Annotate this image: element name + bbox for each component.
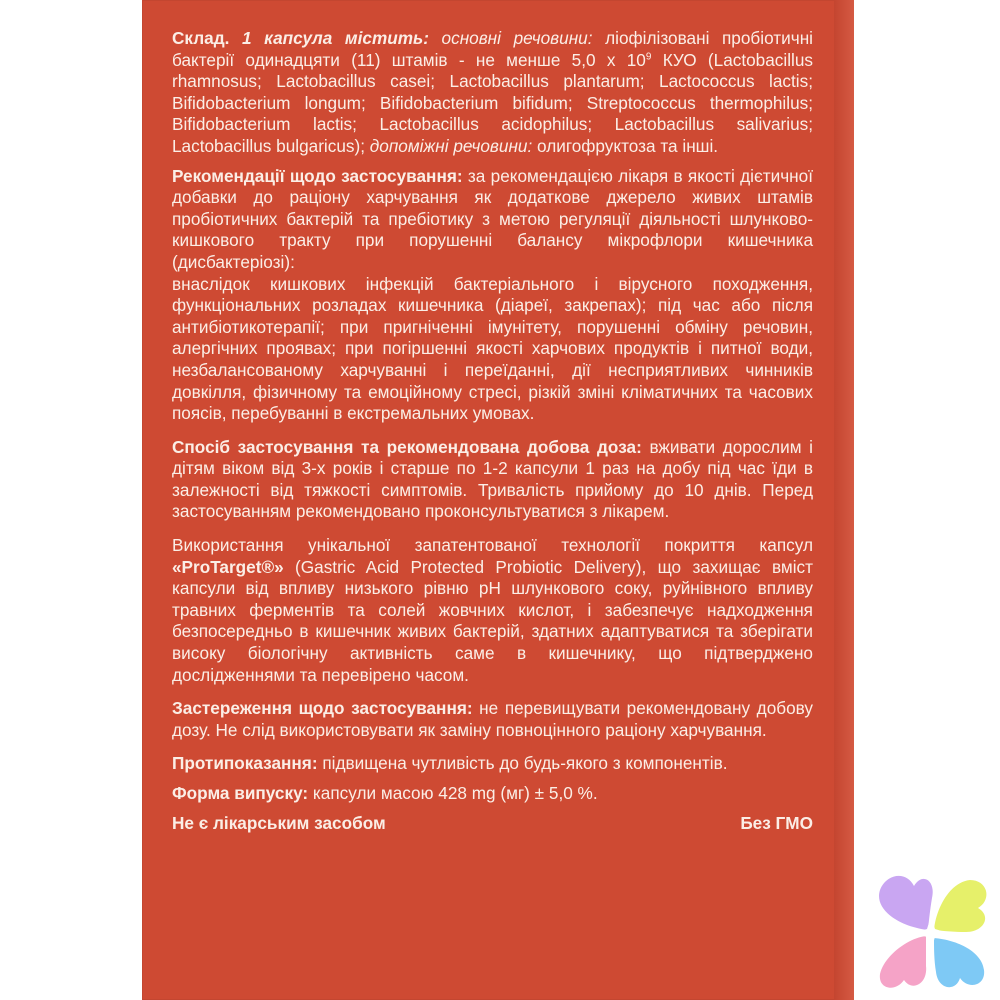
warnings-paragraph (172, 698, 813, 741)
composition-paragraph (172, 28, 813, 158)
contraindications-paragraph (172, 753, 813, 775)
contraindications-label: Протипоказання: (172, 753, 318, 774)
dosage-label: Спосіб застосування та рекомендована добова доза: (172, 436, 642, 457)
composition-label: Склад. (172, 28, 230, 48)
technology-text-a: Використання унікальної запатентованої технології покриття капсул (172, 535, 813, 556)
recommendations-label: Рекомендації щодо застосування: (172, 165, 463, 186)
label-text (172, 28, 813, 834)
logo-petal-pink (880, 936, 926, 988)
gmo-free-note: Без ГМО (740, 812, 813, 833)
form-label: Форма випуску: (172, 783, 309, 803)
exponent: 9 (645, 50, 652, 62)
logo-petal-blue (934, 938, 984, 987)
composition-text-a: ліофілізовані пробіотичні бактерії одинадцяти (11) штамів - не менше 5,0 х 10 (172, 28, 814, 70)
composition-text-b: КУО (Lactobacillus rhamnosus; Lactobacillus casei; Lactobacillus plantarum; Lactococcus lactis; Bifidobacterium longum; Bifidobacterium bifidum; Streptococcus thermophilus; Bifidobacterium lactis; Lactobacillus acidophilus; Lactobacillus salivarius; Lactobacillus bulgaricus); (172, 49, 813, 156)
form-paragraph (172, 783, 813, 805)
clover-logo-icon (866, 868, 996, 996)
dosage-paragraph (172, 437, 813, 523)
main-substances-label: основні речовини: (428, 28, 593, 48)
footer-row (172, 813, 813, 835)
recommendations-text: за рекомендацією лікаря в якості дієтичної добавки до раціону харчування як додаткове джерело живих штамів пробіотичних бактерій та пребіотику з метою регуляції діяльності шлунково-кишкового тракту при порушенні балансу мікрофлори кишечника (дисбактеріозі): (172, 165, 813, 272)
technology-paragraph (172, 535, 813, 686)
not-a-medicine-note: Не є лікарським засобом (172, 812, 386, 833)
warnings-text: не перевищувати рекомендовану добову дозу. Не слід використовувати як заміну повноцінного раціону харчування. (172, 698, 813, 740)
aux-substances-text: олигофруктоза та інші. (532, 135, 719, 156)
recommendations-paragraph (172, 166, 813, 425)
protarget-brand: «ProTarget®» (172, 556, 284, 577)
dosage-text: вживати дорослим і дітям віком від 3-х років і старше по 1-2 капсули 1 раз на добу під час їди в залежності від тяжкості симптомів. Тривалість прийому до 10 днів. Перед застосуванням рекомендовано проконсультуватися з лікарем. (172, 436, 813, 522)
aux-substances-label: допоміжні речовини: (364, 135, 533, 156)
warnings-label: Застереження щодо застосування: (172, 698, 473, 719)
form-text: капсули масою 428 mg (мг) ± 5,0 %. (308, 783, 598, 803)
logo-petal-purple (879, 876, 933, 930)
logo-petal-yellow (934, 880, 986, 932)
composition-label-2: 1 капсула містить: (229, 28, 429, 48)
recommendations-text-2: внаслідок кишкових інфекцій бактеріального і вірусного походження, функціональних розладах кишечника (діареї, закрепах); під час або після антибіотикотерапії; при пригніченні імунітету, порушенні обміну речовин, алергічних проявах; при погіршенні якості харчових продуктів і питної води, незбалансованому харчуванні і переїданні, дії несприятливих чинників довкілля, фізичному та емоційному стресі, різкій зміні кліматичних та часових поясів, перебуванні в екстремальних умовах. (172, 273, 813, 424)
contraindications-text: підвищена чутливість до будь-якого з компонентів. (317, 753, 728, 774)
technology-text-b: (Gastric Acid Protected Probiotic Delivery), що захищає вміст капсули від впливу низького рівню pH шлункового соку, руйнівного впливу травних ферментів та солей жовчних кислот, і забезпечує надходження безпосередньо в кишечник живих бактерій, здатних адаптуватися та зберігати високу біологічну активність саме в кишечнику, що підтверджено дослідженнями та перевірено часом. (172, 556, 813, 685)
package-edge (834, 0, 854, 1000)
